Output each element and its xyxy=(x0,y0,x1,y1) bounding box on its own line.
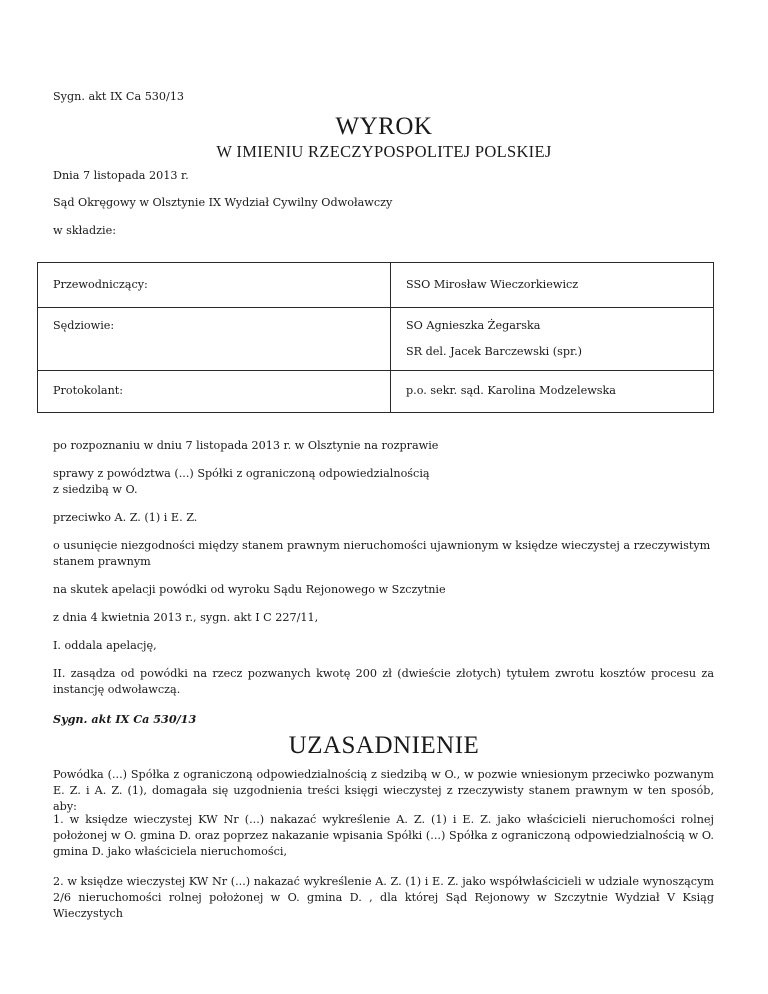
justification-paragraph-1: Powódka (...) Spółka z ograniczoną odpowiedzialnością z siedzibą w O., w pozwie wniesionym przeciwko pozwanym E. Z. i A. Z. (1), domagała się uzgodnienia treści księgi wieczystej z rzeczywisty stanem prawnym w ten sposób, aby: xyxy=(53,768,714,813)
clerk-role: Protokolant: xyxy=(38,371,391,413)
appeal-date-line: z dnia 4 kwietnia 2013 r., sygn. akt I C 227/11, xyxy=(53,611,319,624)
hearing-line: po rozpoznaniu w dniu 7 listopada 2013 r. w Olsztynie na rozprawie xyxy=(53,439,439,452)
appeal-line: na skutek apelacji powódki od wyroku Sądu Rejonowego w Szczytnie xyxy=(53,583,446,596)
subject-paragraph: o usunięcie niezgodności między stanem prawnym nieruchomości ujawnionym w księdze wieczystej a rzeczywistym stanem prawnym xyxy=(53,539,711,568)
justification-paragraph-3: 2. w księdze wieczystej KW Nr (...) nakazać wykreślenie A. Z. (1) i E. Z. jako współwłaścicieli w udziale wynoszącym 2/6 nieruchomości rolnej położonej w O. gmina D. , dla której Sąd Rejonowy w Szczytnie Wydział V Ksiąg Wieczystych xyxy=(53,875,714,920)
justification-heading: UZASADNIENIE xyxy=(288,732,480,759)
composition-intro: w składzie: xyxy=(53,224,116,237)
judges-role: Sędziowie: xyxy=(38,308,391,371)
judge-1-name: SO Agnieszka Żegarska xyxy=(406,319,541,332)
date-line: Dnia 7 listopada 2013 r. xyxy=(53,169,189,182)
against-line: przeciwko A. Z. (1) i E. Z. xyxy=(53,511,198,524)
verdict-point-1: I. oddala apelację, xyxy=(53,639,157,652)
case-reference: Sygn. akt IX Ca 530/13 xyxy=(53,90,185,103)
judge-2-name: SR del. Jacek Barczewski (spr.) xyxy=(406,345,583,358)
verdict-point-2: II. zasądza od powódki na rzecz pozwanych kwotę 200 zł (dwieście złotych) tytułem zwrotu kosztów procesu za instancję odwoławczą. xyxy=(53,667,714,696)
case-line-2: z siedzibą w O. xyxy=(53,483,138,496)
composition-row-clerk xyxy=(38,371,714,413)
chair-role: Przewodniczący: xyxy=(38,263,391,308)
composition-table xyxy=(37,262,714,413)
clerk-name: p.o. sekr. sąd. Karolina Modzelewska xyxy=(391,371,714,413)
justification-paragraph-2: 1. w księdze wieczystej KW Nr (...) nakazać wykreślenie A. Z. (1) i E. Z. jako właścicieli nieruchomości rolnej położonej w O. gmina D. oraz poprzez nakazanie wpisania Spółki (...) Spółka z ograniczoną odpowiedzialnością w O. gmina D. jako właściciela nieruchomości, xyxy=(53,813,714,858)
court-name: Sąd Okręgowy w Olsztynie IX Wydział Cywilny Odwoławczy xyxy=(53,196,393,209)
composition-row-judges xyxy=(38,308,714,371)
chair-name: SSO Mirosław Wieczorkiewicz xyxy=(391,263,714,308)
case-line-1: sprawy z powództwa (...) Spółki z ograniczoną odpowiedzialnością xyxy=(53,467,430,480)
justification-case-reference: Sygn. akt IX Ca 530/13 xyxy=(53,712,197,726)
document-title: WYROK xyxy=(335,113,433,140)
judges-names xyxy=(391,308,714,371)
composition-row-chair xyxy=(38,263,714,308)
document-subtitle: W IMIENIU RZECZYPOSPOLITEJ POLSKIEJ xyxy=(216,142,552,161)
